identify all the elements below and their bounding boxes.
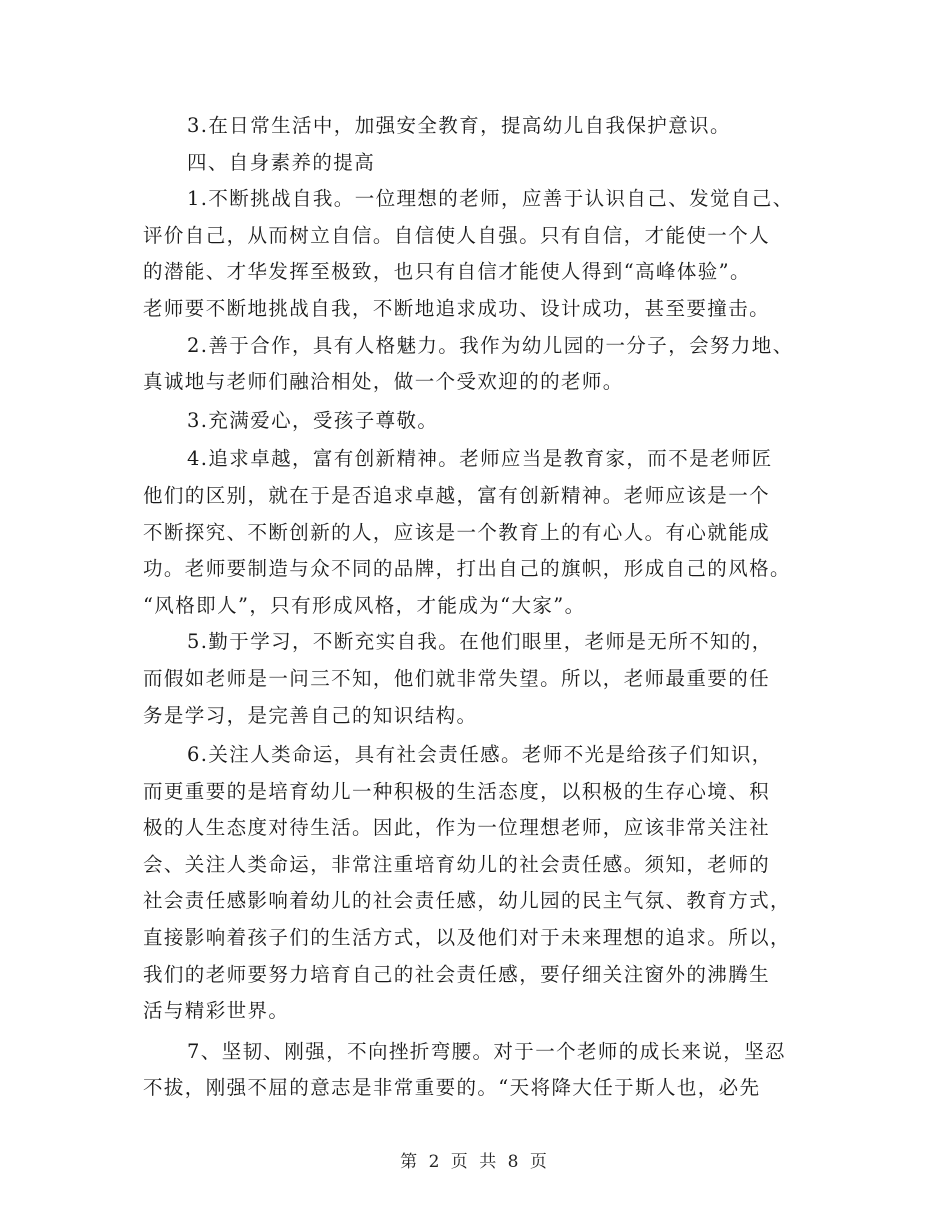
text-line: 6.关注人类命运，具有社会责任感。老师不光是给孩子们知识，	[187, 743, 773, 767]
text-line: 7、坚韧、刚强，不向挫折弯腰。对于一个老师的成长来说，坚忍	[187, 1039, 787, 1063]
text-line: 我们的老师要努力培育自己的社会责任感，要仔细关注窗外的沸腾生	[143, 962, 771, 986]
text-line: 社会责任感影响着幼儿的社会责任感，幼儿园的民主气氛、教育方式，	[143, 889, 791, 913]
text-line: 直接影响着孩子们的生活方式，以及他们对于未来理想的追求。所以，	[143, 926, 791, 950]
text-line: 不拔，刚强不屈的意志是非常重要的。“天将降大任于斯人也，必先	[143, 1076, 761, 1100]
text-line: 不断探究、不断创新的人，应该是一个教育上的有心人。有心就能成	[143, 520, 771, 544]
text-line: 而更重要的是培育幼儿一种积极的生活态度，以积极的生存心境、积	[143, 779, 771, 803]
page-footer: 第 2 页 共 8 页	[400, 1152, 550, 1172]
document-body	[143, 108, 813, 1107]
text-line: 四、自身素养的提高	[187, 150, 376, 174]
text-line: 的潜能、才华发挥至极致，也只有自信才能使人得到“高峰体验”。	[143, 260, 751, 284]
text-line: 5.勤于学习，不断充实自我。在他们眼里，老师是无所不知的，	[187, 630, 773, 654]
text-line: 活与精彩世界。	[143, 999, 290, 1023]
text-line: “风格即人”，只有形成风格，才能成为“大家”。	[143, 593, 586, 617]
text-line: 会、关注人类命运，非常注重培育幼儿的社会责任感。须知，老师的	[143, 852, 771, 876]
text-line: 3.在日常生活中，加强安全教育，提高幼儿自我保护意识。	[187, 114, 731, 137]
text-line: 而假如老师是一问三不知，他们就非常失望。所以，老师最重要的任	[143, 666, 771, 690]
text-line: 他们的区别，就在于是否追求卓越，富有创新精神。老师应该是一个	[143, 483, 771, 507]
text-line: 4.追求卓越，富有创新精神。老师应当是教育家，而不是老师匠	[187, 447, 773, 471]
text-line: 务是学习，是完善自己的知识结构。	[143, 703, 478, 727]
text-line: 极的人生态度对待生活。因此，作为一位理想老师，应该非常关注社	[143, 816, 771, 840]
text-line: 3.充满爱心，受孩子尊敬。	[187, 408, 439, 432]
text-line: 评价自己，从而树立自信。自信使人自强。只有自信，才能使一个人	[143, 223, 771, 247]
text-line: 功。老师要制造与众不同的品牌，打出自己的旗帜，形成自己的风格。	[143, 557, 791, 581]
text-line: 1.不断挑战自我。一位理想的老师，应善于认识自己、发觉自己、	[187, 187, 794, 211]
text-line: 老师要不断地挑战自我，不断地追求成功、设计成功，甚至要撞击。	[143, 296, 771, 320]
text-line: 真诚地与老师们融洽相处，做一个受欢迎的的老师。	[143, 370, 624, 394]
text-line: 2.善于合作，具有人格魅力。我作为幼儿园的一分子，会努力地、	[187, 333, 794, 357]
